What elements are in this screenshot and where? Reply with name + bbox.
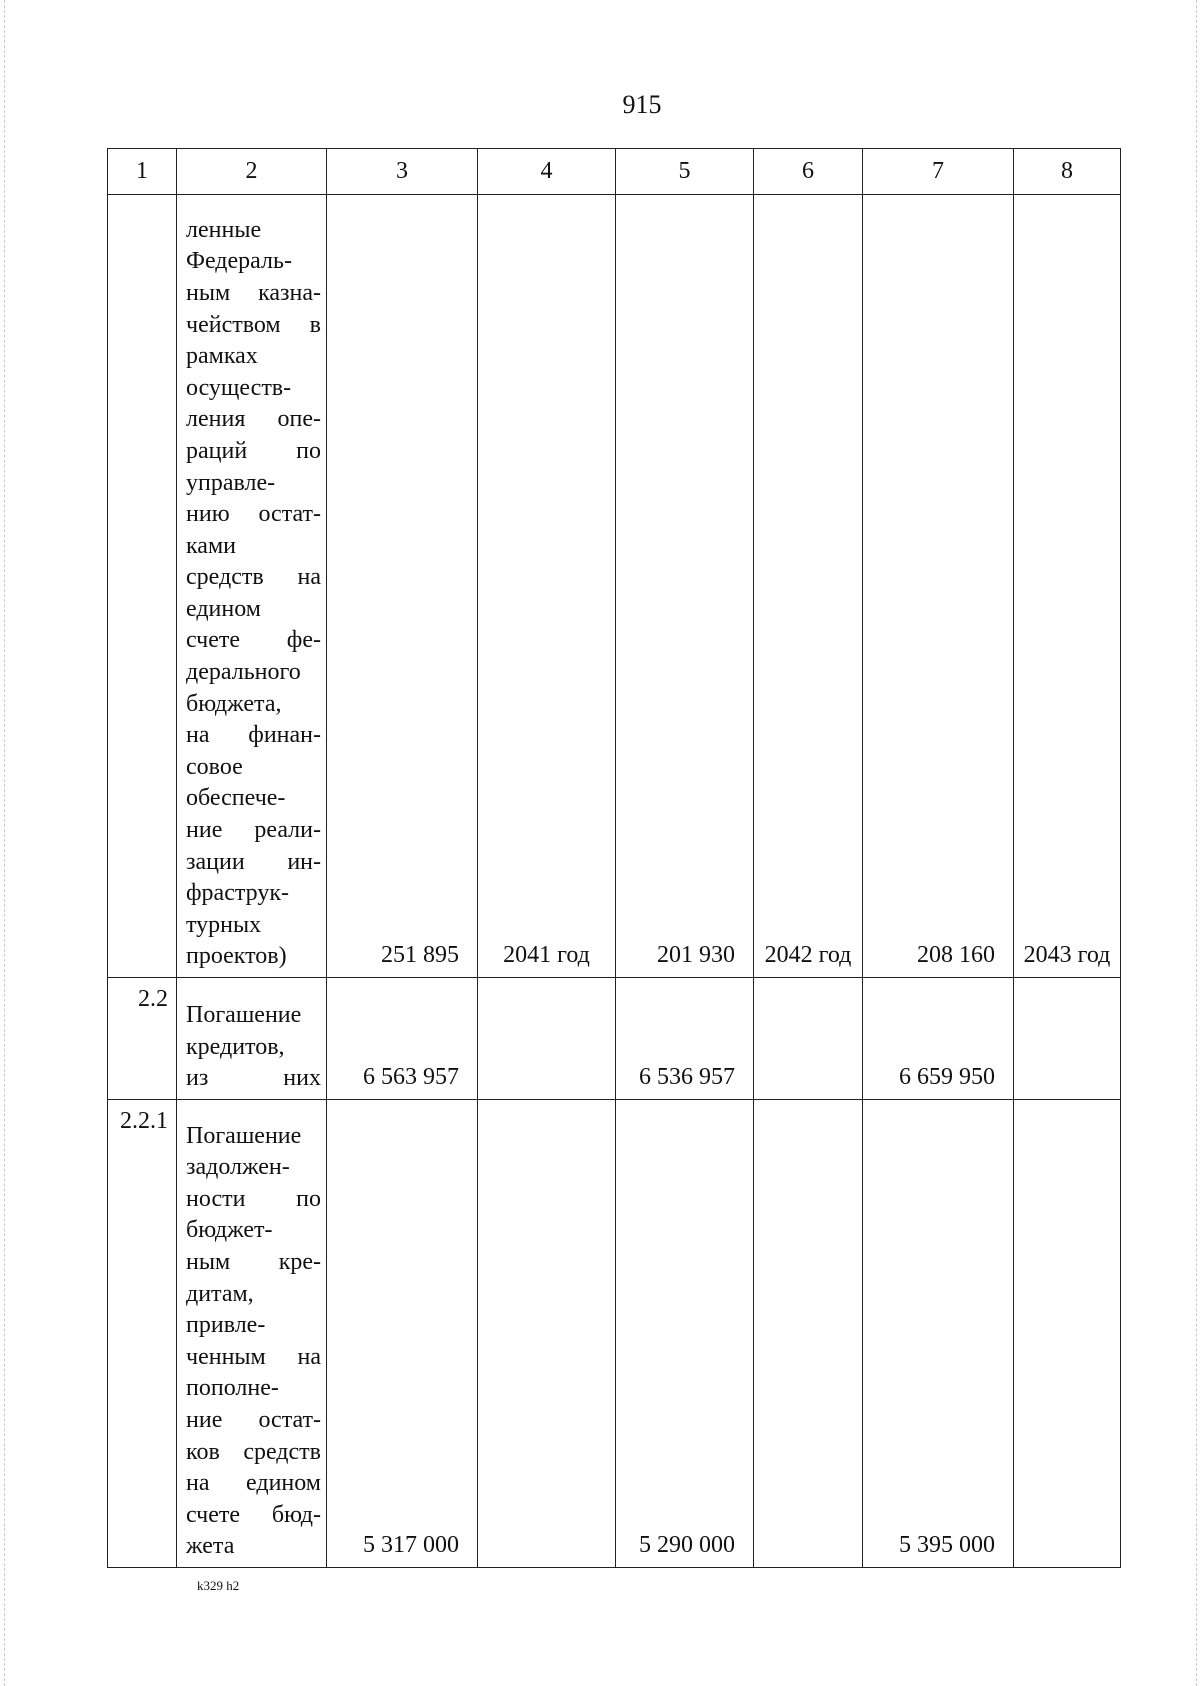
description-line: ления опе-: [186, 406, 321, 433]
value-col-5: 201 930: [616, 195, 754, 978]
column-header-6: 6: [754, 149, 863, 195]
column-header-5: 5: [616, 149, 754, 195]
description-line: ками: [186, 532, 236, 559]
value-col-3: 5 317 000: [327, 1100, 478, 1568]
description-line: бюджет-: [186, 1217, 273, 1244]
description-line: ным казна-: [186, 279, 321, 306]
description-line: пополне-: [186, 1375, 279, 1402]
year-col-8: [1014, 978, 1121, 1100]
column-header-7: 7: [863, 149, 1014, 195]
description-line: нию остат-: [186, 501, 321, 528]
scan-edge-right: [1196, 0, 1197, 1686]
value-col-7: 5 395 000: [863, 1100, 1014, 1568]
description-line: ности по: [186, 1185, 321, 1212]
description-line: ние остат-: [186, 1407, 321, 1434]
budget-table: [107, 148, 1121, 1568]
description-line: обеспече-: [186, 785, 286, 812]
description-line: Погашение: [186, 1122, 302, 1149]
description-line: на едином: [186, 1470, 321, 1497]
description-line: ние реали-: [186, 817, 321, 844]
description-line: рамках: [186, 343, 258, 370]
value-col-5: 5 290 000: [616, 1100, 754, 1568]
description-line: счете фе-: [186, 627, 321, 654]
description-line: дитам,: [186, 1280, 254, 1307]
year-col-4: [478, 1100, 616, 1568]
row-description: [177, 1100, 327, 1568]
description-line: из них: [186, 1065, 321, 1092]
description-line: ков средств: [186, 1438, 321, 1465]
column-header-1: 1: [108, 149, 177, 195]
row-code: 2.2: [108, 978, 177, 1100]
value-col-3: 251 895: [327, 195, 478, 978]
description-line: ченным на: [186, 1343, 321, 1370]
description-line: ленные: [186, 216, 262, 243]
row-code: [108, 195, 177, 978]
year-col-6: [754, 978, 863, 1100]
description-line: турных: [186, 911, 262, 938]
description-line: раций по: [186, 437, 321, 464]
value-col-3: 6 563 957: [327, 978, 478, 1100]
description-line: чейством в: [186, 311, 321, 338]
row-description: [177, 978, 327, 1100]
description-line: бюджета,: [186, 690, 282, 717]
description-line: Погашение: [186, 1002, 302, 1029]
scan-edge-left: [4, 0, 5, 1686]
year-col-8: 2043 год: [1014, 195, 1121, 978]
description-line: зации ин-: [186, 848, 321, 875]
description-line: Федераль-: [186, 248, 292, 275]
table-row: [108, 195, 1121, 978]
value-col-7: 6 659 950: [863, 978, 1014, 1100]
page-number: 915: [622, 90, 662, 119]
description-line: привле-: [186, 1312, 266, 1339]
document-code: k329 h2: [197, 1578, 240, 1593]
value-col-7: 208 160: [863, 195, 1014, 978]
description-line: ным кре-: [186, 1249, 321, 1276]
description-line: кредитов,: [186, 1033, 285, 1060]
column-header-8: 8: [1014, 149, 1121, 195]
value-col-5: 6 536 957: [616, 978, 754, 1100]
description-line: проектов): [186, 943, 287, 970]
description-line: жета: [186, 1533, 235, 1560]
column-header-2: 2: [177, 149, 327, 195]
column-header-3: 3: [327, 149, 478, 195]
description-line: средств на: [186, 564, 321, 591]
table-header-row: [108, 149, 1121, 195]
year-col-6: [754, 1100, 863, 1568]
description-line: едином: [186, 595, 261, 622]
year-col-6: 2042 год: [754, 195, 863, 978]
row-description: [177, 195, 327, 978]
description-line: управле-: [186, 469, 276, 496]
table-row: [108, 1100, 1121, 1568]
year-col-8: [1014, 1100, 1121, 1568]
year-col-4: 2041 год: [478, 195, 616, 978]
description-line: на финан-: [186, 722, 321, 749]
description-line: задолжен-: [186, 1154, 290, 1181]
description-line: счете бюд-: [186, 1501, 321, 1528]
table-row: [108, 978, 1121, 1100]
description-line: фраструк-: [186, 880, 289, 907]
year-col-4: [478, 978, 616, 1100]
description-line: дерального: [186, 659, 301, 686]
column-header-4: 4: [478, 149, 616, 195]
description-line: осуществ-: [186, 374, 292, 401]
description-line: совое: [186, 753, 243, 780]
row-code: 2.2.1: [108, 1100, 177, 1568]
